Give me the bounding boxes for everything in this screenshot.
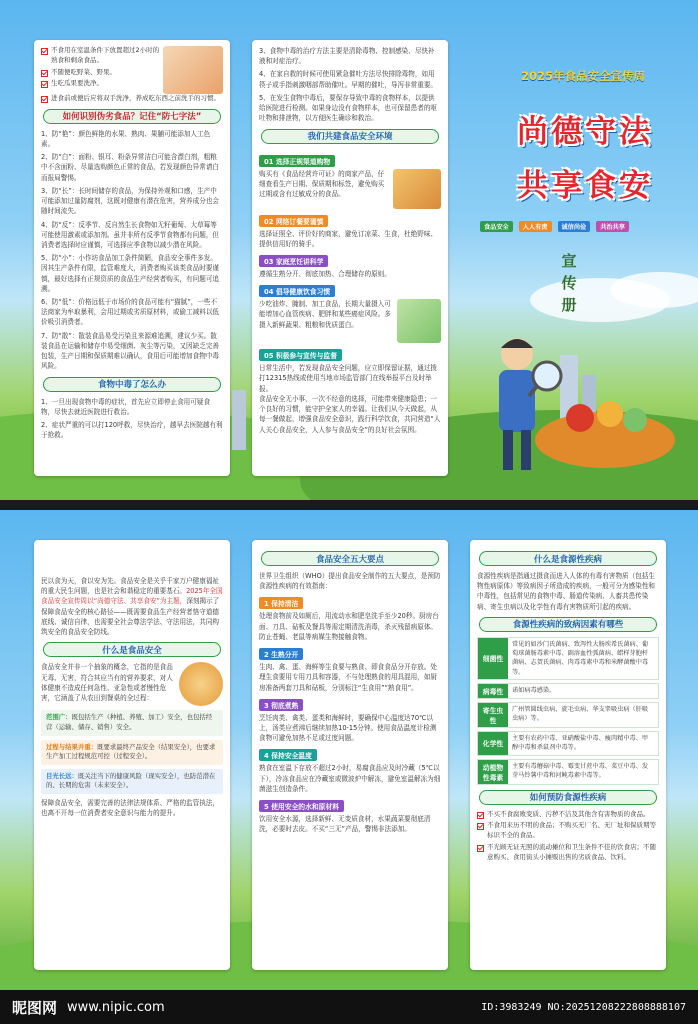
checkmark-icon [477,823,484,830]
five-keys-intro: 世界卫生组织（WHO）提出食品安全制作的五大要点，是预防食源性疾病的有效指南： [259,572,441,591]
factor-label: 病毒性 [478,684,508,698]
intro-paragraph [41,576,223,637]
site-url[interactable]: www.nipic.com [67,999,165,1015]
tip-text: 不食用在室温条件下放置超过2小时的熟食和剩余食品。 [51,46,160,64]
subsection-title: 05 积极参与宣传与监督 [259,349,342,361]
list-item: 2、症状严重的可以打120呼救，尽快治疗，越早去医院越有利于抢救。 [41,421,223,440]
factor-row [477,637,659,680]
subsection-text: 日常生活中，若发现食品安全问题，应立即保留证据，通过拨打12315热线或使用当地市场监管部门在线举报平台及时举报。 [259,364,438,393]
subsection-text: 购买有《食品经营许可证》的商家产品，仔细查看生产日期、保质期和标签，避免购买过期或含有过敏成分的食品。 [259,169,385,198]
scope-box [41,769,223,794]
tip-check [41,46,163,66]
key-point-title: 4 保持安全温度 [259,749,317,761]
brochure-outer-sheet [0,0,698,500]
tip-check [477,843,659,863]
tip-text: 进食前或便后应将双手洗净，养成吃东西之前洗手的习惯。 [51,94,220,102]
subsection-text: 少吃油炸、腌制、加工食品，长期大量摄入可能增加心血管疾病、肥胖和某些癌症风险。多摄入新鲜蔬果、粗粮和优质蛋白。 [259,300,391,329]
subsection-text: 选择证照全、评价好的商家，避免订凉菜、生食，杜绝野味、提供信用好的骑手。 [259,229,438,248]
scope-label: 过程与结果并重： [46,742,98,751]
foodborne-intro: 食源性疾病是指通过摄食而进入人体的有毒有害物质（包括生物性病原体）等致病因子所造成的疾病，一般可分为感染性和中毒性，包括常见的食物中毒、肠道传染病、人畜共患传染病、寄生虫病以及化学性有毒有害物质所引起的疾病。 [477,572,656,611]
environment-section [259,249,441,279]
key-point [259,794,441,834]
factor-label: 化学性 [478,732,508,755]
tip-text: 生吃瓜果要洗净。 [51,79,103,88]
list-item: 1、防“艳”：颜色鲜艳的水果、熟肉、果脯可能添加人工色素。 [41,129,211,148]
key-point [259,693,441,744]
list-item: 7、防“散”：散装食品易受污染且来源难追溯，建议少买。散装食品在运输和储存中易受细菌、灰尘等污染，又因缺乏完善包装，生产日期和保质期难以确认，食用后可能增加食物中毒风险。 [41,331,220,371]
closing-paragraph: 食品安全无小事，一次不经意的选择，可能带来健康隐患；一个良好的习惯，能守护全家人的幸福。让我们从今天做起，从每一餐做起，增强食品安全意识，践行科学饮食，共同营造“人人关心食品安全，人人参与食品安全”的良好社会氛围。 [259,394,441,434]
intro-text: 民以食为天，食以安为先。食品安全是关乎千家万户健康福祉的重大民生问题，也是社会和谐稳定的重要基石。 [41,577,220,596]
key-point-title: 2 生熟分开 [259,648,303,660]
panel-inner-middle [252,40,448,476]
tag-badge: 诚信尚俭 [558,221,591,232]
key-point-title: 1 保持清洁 [259,597,303,609]
closing-paragraph: 保障食品安全，需要完善的法律法规体系、严格的监管执法，也离不开每一位消费者安全意识与能力的提升。 [41,798,220,818]
scope-box [41,710,223,735]
poisoning-list [41,397,223,441]
factor-row [477,683,659,699]
cover-title-line2: 共享食安 [517,168,653,204]
checkmark-icon [477,812,484,819]
identify-list [41,129,223,372]
key-point-text: 生肉、禽、蛋、海鲜等生食要与熟食、即食食品分开存放。处理生食要用专用刀具和容器，不与处理熟食的用具混用，如厨房准备两套刀具和砧板，分别标注“生食用”“熟食用”。 [259,663,438,692]
image-id: ID:3983249 NO:20251208222808888107 [481,1001,686,1013]
key-point [259,743,441,794]
section-heading-five-keys: 食品安全五大要点 [261,551,439,566]
list-item: 4、防“反”：反季节、反自然生长食物如无籽葡萄、大草莓等可能使用激素或添加剂。虽并非所有反季节食物都有问题，但消费者选择时应谨慎，可选择应季食物以减少潜在风险。 [41,220,220,249]
tip-text: 不食用来历不明的食品；不购买无厂名、无厂址和保质期等标识不全的食品。 [487,821,656,840]
key-point [259,642,441,693]
tip-text: 不光顾无证无照的流动摊位和卫生条件不佳的饮食店；不随意购买、食用街头小摊贩出售的劣质食品、饮料。 [487,842,656,861]
section-heading-prevention: 如何预防食源性疾病 [479,790,657,805]
inspector-illustration [485,320,685,490]
list-item: 3、食物中毒的治疗方法主要是清除毒物、控制感染、尽快补液和对症治疗。 [259,47,435,66]
factor-row [477,731,659,756]
key-point-text: 处理食物前及如厕后，用流动水和肥皂洗手至少20秒。厨房台面、刀具、砧板及餐具等需定期清洗消毒，杀灭残留病原体。防止苍蝇、老鼠等病媒生物接触食物。 [259,612,439,641]
section-heading-identify: 如何识别伪劣食品？记住“防七字法” [43,109,221,124]
list-item: 6、防“低”：价格远低于市场价的食品可能有“猫腻”，一些不法商家为牟取暴利，会用过期或劣质原材料，或偷工减料以低价吸引消费者。 [41,298,220,327]
section-heading-poisoning: 食物中毒了怎么办 [43,377,221,392]
factor-text: 常见的如沙门氏菌病、致泻性大肠埃希氏菌病、葡萄球菌肠毒素中毒、副溶血性弧菌病、蜡样芽胞杆菌病、志贺氏菌病、肉毒毒素中毒和米酵菌酸中毒等。 [512,640,649,676]
factor-label: 寄生虫性 [478,703,508,727]
site-logo[interactable]: 昵图网 [12,998,58,1017]
subsection-text: 遵循生熟分开、彻底加热、合理储存的原则。 [259,269,391,278]
tag-badge: 食品安全 [480,221,513,232]
scope-text: 既要求最终产品安全（结果安全），也要求生产加工过程规范可控（过程安全）。 [46,742,216,761]
tag-badge: 人人有责 [519,221,552,232]
healthy-food-illustration [397,299,441,343]
list-item: 5、防“小”：小作坊食品加工条件简陋，食品安全事件多发。因其生产条件有限，监管难度大，消费者购买该类食品时要谨慎，最好选择有正规资质的食品生产经营者购买，有问题可追溯。 [41,254,220,293]
cover-subtitle: 2025年食品安全宣传周 [520,69,645,83]
factor-text: 主要有农药中毒、亚硝酸盐中毒、瘦肉精中毒、甲醇中毒和杀鼠剂中毒等。 [512,735,649,752]
checkmark-icon [41,96,48,103]
factor-text: 广州管圆线虫病、旋毛虫病、华支睾吸虫病（肝吸虫病）等。 [512,706,649,723]
environment-section [259,209,441,249]
section-heading-environment: 我们共建食品安全环境 [261,129,439,144]
key-point [259,591,441,642]
panel-foodborne-disease [470,540,666,970]
section-heading-factors: 食源性疾病的致病因素有哪些 [479,617,657,632]
list-item: 5、在发生食物中毒后，要保存导致中毒的食物样本，以提供给医院进行检测。如果身边没有食物样本，也可保留患者的呕吐物和排泄物，以方便医生确诊和救治。 [259,93,438,123]
watermark-footer [0,990,698,1024]
environment-section [259,343,441,394]
tip-check [41,68,163,78]
panel-inner-left [34,40,230,476]
key-point-text: 熟食在室温下存放不超过2小时，易腐食品应及时冷藏（5℃以下），冷冻食品应在冷藏室或微波炉中解冻，避免室温解冻为细菌滋生创造条件。 [259,764,441,793]
factor-label: 动植物性毒素 [478,760,508,784]
list-item: 2、防“白”：面粉、银耳、粉条异常洁白可能含漂白剂，粗粮中不含面粉、尽量选购颜色正常的食品，若发现颜色异常请白而报局警惕。 [41,153,220,182]
poisoning-list-continued [259,46,441,124]
tip-check [41,94,223,104]
factor-row [477,702,659,728]
section-heading-what-is-food-safety: 什么是食品安全 [43,642,221,657]
key-point-title: 3 彻底煮熟 [259,699,303,711]
factor-row [477,759,659,785]
scope-text: 既包括生产（种植、养殖、加工）安全，也包括经营（运输、储存、销售）安全。 [46,713,213,731]
factor-text: 诺如病毒感染。 [512,687,556,695]
list-item: 3、防“长”：长时间储存的食品，为保持外观和口感，生产中可能添加过量防腐剂，这既对健康有潜在危害，营养成分也会随时间流失。 [41,186,220,216]
tip-check [477,821,659,841]
factor-text: 主要有毒蘑菇中毒、霉变甘蔗中毒、菜豆中毒、发芽马铃薯中毒和河鲀毒素中毒等。 [512,762,649,779]
brochure-inner-sheet [0,510,698,990]
tip-text: 不买不食腐败变质、污秽不洁及其他含有害物质的食品。 [487,809,650,818]
scope-label: 范围广： [46,713,72,722]
definition-text: 食品安全并非一个抽象的概念，它指的是食品无毒、无害，符合其应当有的营养要求，对人体健康不造成任何急性、亚急性或者慢性危害，它涵盖了从农田到餐桌的全过程： [41,663,173,702]
environment-section [259,149,441,209]
cover-tags [480,221,629,232]
list-item: 4、在家自救的时候可使用紧急催吐方法尽快排除毒物，如用筷子或手指刺激咽部帮助催吐。早期的催吐，导泻非常重要。 [259,70,438,89]
tip-check [477,810,659,820]
scope-box [41,740,223,765]
tip-text: 不随便吃野菜、野果。 [51,67,116,76]
supermarket-illustration [393,169,441,209]
subsection-title: 01 选择正规渠道购物 [259,155,335,167]
panel-five-keys [252,540,448,970]
scope-text: 既关注当下的健康风险（现实安全），也防范潜在的、长期的危害（未来安全）。 [46,771,216,790]
list-item: 1、一旦出现食物中毒的症状，首先应立即停止食用可疑食物，尽快去就近医院进行救治。 [41,397,211,416]
washing-hands-photo [163,46,223,94]
food-plate-illustration [179,662,223,706]
subsection-title: 03 家庭烹饪讲科学 [259,255,328,267]
intro-text: 深刻揭示了保障食品安全的核心路径——既需要食品生产经营者恪守道德底线、诚信自律，也需要全社会尊法学法、守法用法，共同构筑安全的食品安全防线。 [41,597,220,637]
scope-label: 目光长远： [46,771,78,780]
checkmark-icon [41,70,48,77]
factor-label: 细菌性 [478,638,508,679]
key-point-text: 饮用安全水源，选择新鲜、无变质食材，水果蔬菜要彻底清洗，必要时去皮。不买“三无”产品，警惕非法添加。 [259,815,431,834]
checkmark-icon [41,81,48,88]
key-point-text: 烹饪肉类、禽类、蛋类和海鲜时，要确保中心温度达70℃以上，汤类应煮沸后继续加热10-15分钟。使用食品温度计检测食物可避免加热不足或过度问题。 [259,713,437,743]
brochure-label: 宣传册 [561,252,577,314]
cover-title-line1: 尚德守法 [517,114,653,150]
key-point-title: 5 使用安全的水和原材料 [259,800,344,812]
checkmark-icon [41,48,48,55]
section-heading-foodborne: 什么是食源性疾病 [479,551,657,566]
subsection-title: 04 倡导健康饮食习惯 [259,285,335,297]
environment-section [259,279,441,343]
panel-food-safety-intro [34,540,230,970]
subsection-title: 02 网络订餐要谨慎 [259,215,328,227]
intro-highlight: 2025年全国食品安全宣传周以“尚德守法、共享食安”为主题， [41,587,223,606]
tag-badge: 共治共享 [596,221,629,232]
tip-check [41,79,163,89]
checkmark-icon [477,845,484,852]
